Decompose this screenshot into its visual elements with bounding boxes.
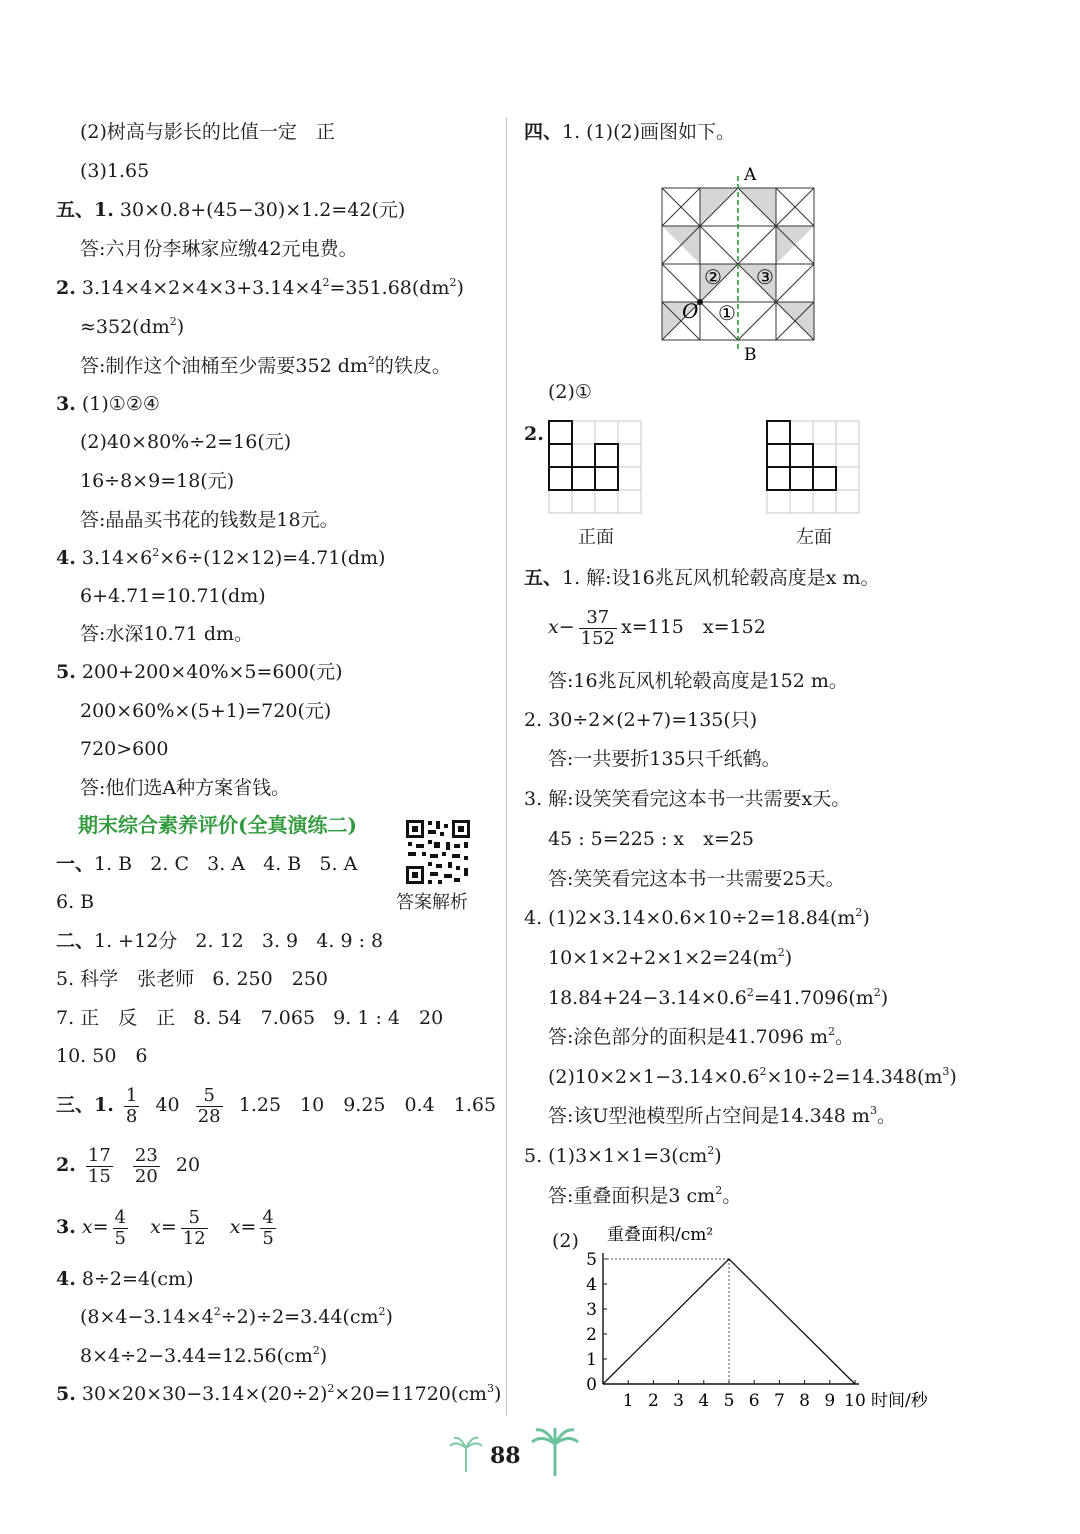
r-s5-4-answer-1: 答:涂色部分的面积是41.7096 $m^2$。 <box>548 1025 855 1048</box>
y-axis-label: 重叠面积/cm² <box>607 1225 714 1245</box>
label-1: ① <box>718 301 736 325</box>
series-line <box>603 1259 855 1384</box>
y-tick-label: 0 <box>586 1375 597 1395</box>
s5-3-c: 16÷8×9=18(元) <box>80 470 235 492</box>
r-s5-3: 3. 解:设笑笑看完这本书一共需要x天。 <box>524 788 851 810</box>
s4-1-b: (2)① <box>548 381 592 403</box>
r-s5-1: 五、1. 解:设16兆瓦风机轮毂高度是x m。 <box>524 567 880 589</box>
fraction: $\frac{37}{152}$ <box>580 606 615 649</box>
r-s5-3-b: 45 : 5=225 : x x=25 <box>548 828 754 850</box>
x-tick-label: 3 <box>673 1391 685 1411</box>
s3-2: 2. $\frac{17}{15}$ $\frac{23}{20}$ 20 <box>56 1144 201 1187</box>
x-tick-label: 6 <box>748 1391 760 1411</box>
s5-2-answer: 答:制作这个油桶至少需要352 $dm^2$的铁皮。 <box>80 354 451 377</box>
left-line-2: (3)1.65 <box>80 160 150 182</box>
r-s5-4-b: $10\times 1\times 2+2\times 1\times 2=24(m^2)$ <box>548 946 793 969</box>
x-tick-label: 4 <box>698 1391 710 1411</box>
r-s5-1-eq: x− $\frac{37}{152}$ x=115 x=152 <box>548 606 766 649</box>
y-tick-label: 5 <box>586 1250 597 1270</box>
fraction: $\frac{5}{28}$ <box>197 1084 221 1127</box>
s2-row-1: 二、1. +12分 2. 12 3. 9 4. 9 : 8 <box>56 930 384 952</box>
y-tick-label: 2 <box>586 1325 597 1345</box>
y-tick-label: 3 <box>586 1300 597 1320</box>
fraction: $\frac{4}{5}$ <box>262 1206 274 1249</box>
x-tick-label: 2 <box>647 1391 659 1411</box>
r-s5-4-d: $(2)10\times 2\times 1-3.14\times 0.6^2\times 10\div 2=14.348(m^3)$ <box>548 1065 957 1088</box>
s3-4: 4. 8÷2=4(cm) <box>56 1268 194 1290</box>
s5-4: 4. $3.14\times 6^2\times 6\div(12\times 12)=4.71(dm)$ <box>56 546 386 569</box>
label-3: ③ <box>756 265 774 289</box>
fraction: $\frac{4}{5}$ <box>114 1206 126 1249</box>
fraction: $\frac{23}{20}$ <box>134 1144 158 1187</box>
x-tick-label: 10 <box>844 1391 866 1411</box>
r-s5-2-answer: 答:一共要折135只千纸鹤。 <box>548 748 781 770</box>
symmetry-grid-figure <box>648 160 832 366</box>
r-s5-5: 5. $(1)3\times 1\times 1=3(cm^2)$ <box>524 1144 722 1167</box>
s4-1: 四、1. (1)(2)画图如下。 <box>524 121 736 143</box>
s3-3: 3. x= $\frac{4}{5}$ x= $\frac{5}{12}$ x= $\frac{4}{5}$ <box>56 1206 274 1249</box>
s4-2-num: 2. <box>524 423 544 445</box>
s5-1-answer: 答:六月份李琳家应缴42元电费。 <box>80 238 358 260</box>
x-tick-label: 9 <box>824 1391 836 1411</box>
label-o: O <box>682 299 699 323</box>
s5-4-answer: 答:水深10.71 dm。 <box>80 623 254 645</box>
s5-5-c: 720>600 <box>80 738 169 760</box>
left-view-grid <box>766 420 862 516</box>
label-b: B <box>744 345 757 365</box>
s2-row-3: 7. 正 反 正 8. 54 7.065 9. 1 : 4 20 <box>56 1007 444 1029</box>
fraction: $\frac{17}{15}$ <box>87 1144 111 1187</box>
y-tick-label: 1 <box>586 1350 597 1370</box>
s5-2-approx: $\approx 352(dm^2)$ <box>80 315 185 338</box>
r-s5-5-answer: 答:重叠面积是3 $cm^2$。 <box>548 1184 742 1207</box>
s3-4-c: $8\times 4\div 2-3.44=12.56(cm^2)$ <box>80 1344 328 1367</box>
s5-3-b: (2)40×80%÷2=16(元) <box>80 431 292 453</box>
s5-4-b: 6+4.71=10.71(dm) <box>80 585 266 607</box>
x-axis-label: 时间/秒 <box>871 1391 928 1411</box>
palm-tree-icon <box>448 1432 484 1476</box>
s3-1: 三、1. $\frac{1}{8}$ 40 $\frac{5}{28}$ 1.25 10 9.25 0.4 1.65 <box>56 1084 497 1127</box>
s5-5-answer: 答:他们选A种方案省钱。 <box>80 777 291 799</box>
front-view-grid <box>548 420 644 516</box>
s2-row-2: 5. 科学 张老师 6. 250 250 <box>56 968 328 990</box>
left-line-1: (2)树高与影长的比值一定 正 <box>80 121 335 143</box>
fraction: $\frac{1}{8}$ <box>125 1084 138 1127</box>
front-view-label: 正面 <box>578 527 614 548</box>
r-s5-1-answer: 答:16兆瓦风机轮毂高度是152 m。 <box>548 670 848 692</box>
s3-5: 5. $30\times 20\times 30-3.14\times(20\div 2)^2\times 20=11720(cm^3)$ <box>56 1382 502 1405</box>
r-s5-3-answer: 答:笑笑看完这本书一共需要25天。 <box>548 868 845 890</box>
s1-answers: 一、1. B 2. C 3. A 4. B 5. A <box>56 853 358 875</box>
section-title: 期末综合素养评价(全真演练二) <box>78 813 357 837</box>
label-2: ② <box>704 265 722 289</box>
s5-3: 3. (1)①②④ <box>56 393 160 415</box>
qr-code[interactable] <box>404 818 472 886</box>
x-tick-label: 7 <box>773 1391 785 1411</box>
s5-5: 5. 200+200×40%×5=600(元) <box>56 661 343 683</box>
page-number: 88 <box>490 1443 521 1469</box>
palm-tree-icon <box>530 1426 580 1478</box>
r-s5-4: 4. $(1)2\times 3.14\times 0.6\times 10\div 2=18.84(m^2)$ <box>524 906 870 929</box>
qr-caption: 答案解析 <box>396 892 468 913</box>
s5-2: 2. $3.14\times 4\times 2\times 4\times 3+3.14\times 4^2=351.68(dm^2)$ <box>56 276 464 299</box>
column-divider <box>506 118 507 1416</box>
s5-5-b: 200×60%×(5+1)=720(元) <box>80 700 332 722</box>
r-s5-2: 2. 30÷2×(2+7)=135(只) <box>524 709 758 731</box>
s3-4-b: $(8\times 4-3.14\times 4^2\div 2)\div 2=3.44(cm^2)$ <box>80 1305 393 1328</box>
s5-1: 五、1. 30×0.8+(45−30)×1.2=42(元) <box>56 199 406 221</box>
label-a: A <box>744 165 757 185</box>
s1-answer-6: 6. B <box>56 891 95 913</box>
s2-row-4: 10. 50 6 <box>56 1045 148 1067</box>
x-tick-label: 1 <box>622 1391 634 1411</box>
r-s5-4-c: $18.84+24-3.14\times 0.6^2=41.7096(m^2)$ <box>548 986 889 1009</box>
r-s5-5-b: (2) <box>552 1230 579 1252</box>
x-tick-label: 8 <box>799 1391 811 1411</box>
r-s5-4-answer-2: 答:该U型池模型所占空间是14.348 $m^3$。 <box>548 1104 896 1127</box>
overlap-area-chart <box>580 1216 960 1416</box>
fraction: $\frac{5}{12}$ <box>182 1206 206 1249</box>
x-tick-label: 5 <box>723 1391 735 1411</box>
y-tick-label: 4 <box>586 1275 597 1295</box>
left-view-label: 左面 <box>796 527 832 548</box>
s5-3-answer: 答:晶晶买书花的钱数是18元。 <box>80 509 339 531</box>
